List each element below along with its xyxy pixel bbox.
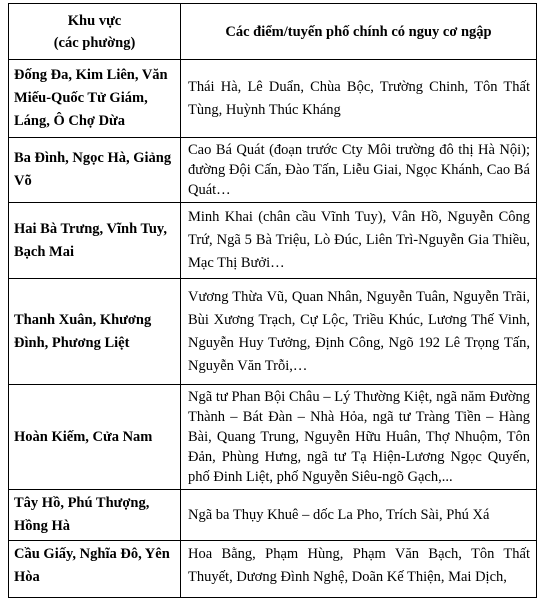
area-cell: Hoàn Kiếm, Cửa Nam bbox=[9, 385, 181, 490]
table-row bbox=[9, 60, 537, 138]
streets-cell: Vương Thừa Vũ, Quan Nhân, Nguyễn Tuân, Nguyễn Trãi, Bùi Xương Trạch, Cự Lộc, Triều Khúc, Lương Thế Vinh, Nguyễn Huy Tưởng, Định Công, Ngõ 192 Lê Trọng Tấn, Nguyễn Văn Trỗi,… bbox=[181, 279, 537, 385]
streets-cell: Minh Khai (chân cầu Vĩnh Tuy), Vân Hồ, Nguyễn Công Trứ, Ngã 5 Bà Triệu, Lò Đúc, Liên Trì-Nguyễn Gia Thiều, Mạc Thị Bưởi… bbox=[181, 203, 537, 279]
streets-text: Hoa Bằng, Phạm Hùng, Phạm Văn Bạch, Tôn Thất Thuyết, Dương Đình Nghệ, Doãn Kế Thiện, Mai Dịch, bbox=[188, 546, 530, 585]
streets-cell: Thái Hà, Lê Duẩn, Chùa Bộc, Trường Chinh, Tôn Thất Tùng, Huỳnh Thúc Kháng bbox=[181, 60, 537, 138]
streets-cell: Cao Bá Quát (đoạn trước Cty Môi trường đô thị Hà Nội); đường Đội Cấn, Đào Tấn, Liễu Giai, Ngọc Khánh, Cao Bá Quát… bbox=[181, 138, 537, 203]
area-cell: Ba Đình, Ngọc Hà, Giảng Võ bbox=[9, 138, 181, 203]
header-area-line1: Khu vực bbox=[67, 12, 122, 29]
streets-cell bbox=[181, 541, 537, 598]
header-area-line2: (các phường) bbox=[53, 34, 136, 51]
area-cell bbox=[9, 541, 181, 598]
table-row bbox=[9, 279, 537, 385]
area-cell: Hai Bà Trưng, Vĩnh Tuy, Bạch Mai bbox=[9, 203, 181, 279]
table-row bbox=[9, 490, 537, 541]
area-cell: Tây Hồ, Phú Thượng, Hồng Hà bbox=[9, 490, 181, 541]
streets-cell: Ngã ba Thụy Khuê – dốc La Pho, Trích Sài, Phú Xá bbox=[181, 490, 537, 541]
streets-cell: Ngã tư Phan Bội Châu – Lý Thường Kiệt, ngã năm Đường Thành – Bát Đàn – Nhà Hỏa, ngã tư Tràng Tiền – Hàng Bài, Quang Trung, Nguyễn Hữu Huân, Thợ Nhuộm, Tôn Đản, Phùng Hưng, ngã tư Tạ Hiện-Lương Ngọc Quyến, phố Đinh Liệt, phố Nguyễn Siêu-ngõ Gạch,... bbox=[181, 385, 537, 490]
area-cell: Thanh Xuân, Khương Đình, Phương Liệt bbox=[9, 279, 181, 385]
flood-risk-table bbox=[8, 3, 537, 598]
header-area bbox=[9, 4, 181, 60]
table-row bbox=[9, 203, 537, 279]
table-row bbox=[9, 138, 537, 203]
table-row bbox=[9, 385, 537, 490]
table-row bbox=[9, 541, 537, 598]
header-streets: Các điểm/tuyến phố chính có nguy cơ ngập bbox=[181, 4, 537, 60]
area-text: Cầu Giấy, Nghĩa Đô, Yên Hòa bbox=[14, 546, 170, 585]
streets-text-clip bbox=[188, 543, 530, 597]
area-cell: Đống Đa, Kim Liên, Văn Miếu-Quốc Tử Giám, Láng, Ô Chợ Dừa bbox=[9, 60, 181, 138]
table-header-row bbox=[9, 4, 537, 60]
